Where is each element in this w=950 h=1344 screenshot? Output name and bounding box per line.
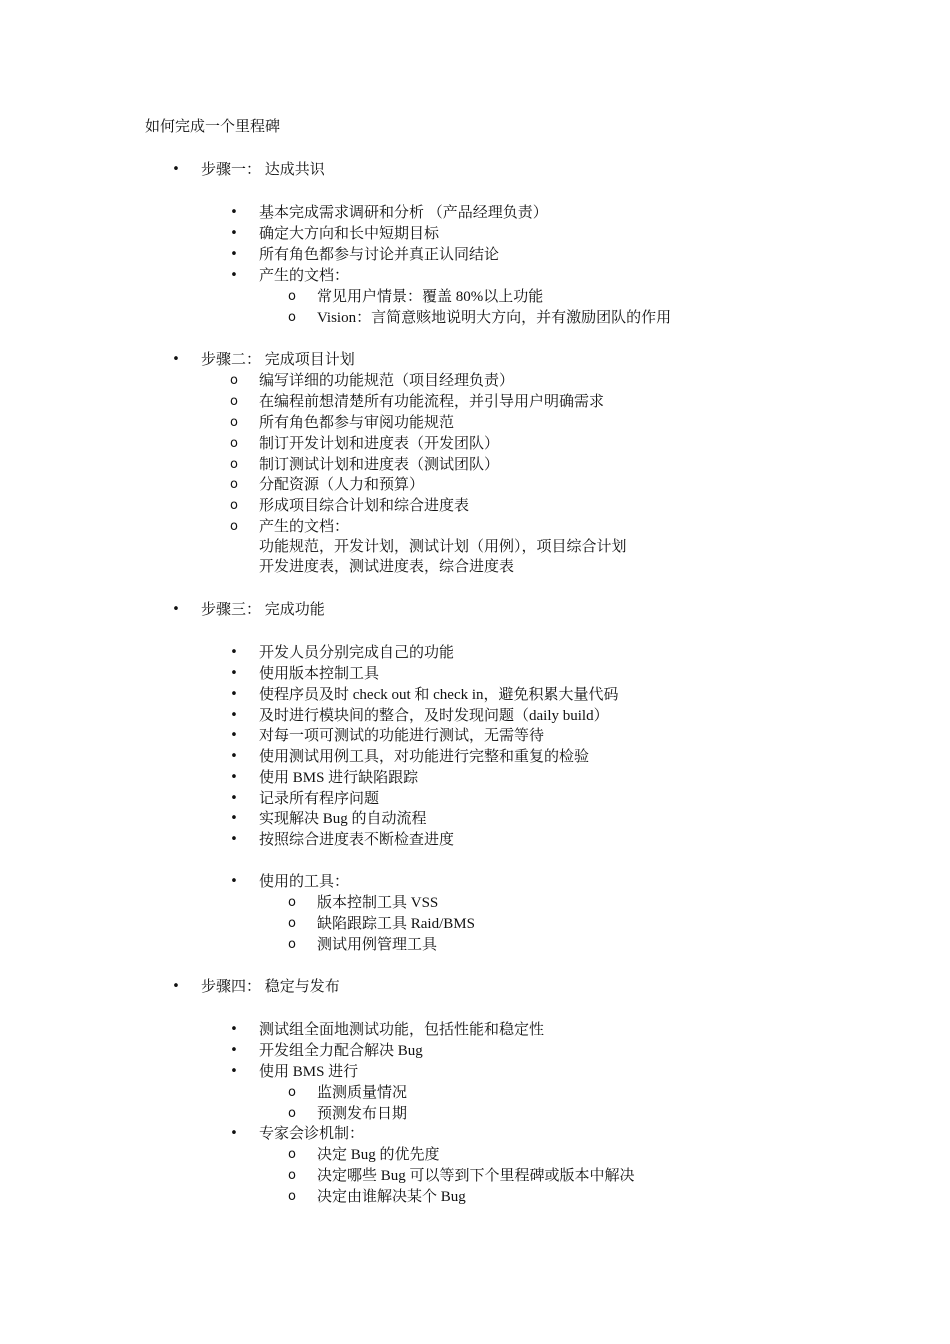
bullet-marker: • bbox=[172, 602, 180, 617]
circle-marker: o bbox=[230, 519, 238, 534]
doc-line: 功能规范，开发计划，测试计划（用例），项目综合计划 bbox=[259, 539, 627, 555]
list-item: 实现解决 Bug 的自动流程 bbox=[259, 811, 427, 827]
list-item: 所有角色都参与讨论并真正认同结论 bbox=[259, 247, 500, 263]
bullet-marker: • bbox=[230, 1043, 238, 1058]
list-item: 制订测试计划和进度表（测试团队） bbox=[259, 457, 500, 473]
doc-line: 开发进度表，测试进度表，综合进度表 bbox=[259, 559, 515, 575]
step1-heading: 步骤一： 达成共识 bbox=[201, 162, 325, 178]
list-item: 所有角色都参与审阅功能规范 bbox=[259, 415, 455, 431]
sub-list-item: 预测发布日期 bbox=[317, 1106, 408, 1122]
bullet-marker: • bbox=[230, 1022, 238, 1037]
circle-marker: o bbox=[230, 477, 238, 492]
bullet-marker: • bbox=[230, 728, 238, 743]
list-item: 专家会诊机制： bbox=[259, 1126, 365, 1142]
sub-list-item: 缺陷跟踪工具 Raid/BMS bbox=[317, 916, 475, 932]
list-item: 使用的工具： bbox=[259, 874, 350, 890]
circle-marker: o bbox=[230, 457, 238, 472]
bullet-marker: • bbox=[230, 1126, 238, 1141]
bullet-marker: • bbox=[230, 247, 238, 262]
sub-list-item: 版本控制工具 VSS bbox=[317, 895, 439, 911]
sub-list-item: 监测质量情况 bbox=[317, 1085, 408, 1101]
circle-marker: o bbox=[288, 1085, 296, 1100]
list-item: 产生的文档： bbox=[259, 519, 350, 535]
bullet-marker: • bbox=[230, 708, 238, 723]
list-item: 形成项目综合计划和综合进度表 bbox=[259, 498, 470, 514]
bullet-marker: • bbox=[230, 791, 238, 806]
list-item: 使用版本控制工具 bbox=[259, 666, 380, 682]
list-item: 测试组全面地测试功能，包括性能和稳定性 bbox=[259, 1022, 545, 1038]
circle-marker: o bbox=[288, 310, 296, 325]
sub-list-item: 决定由谁解决某个 Bug bbox=[317, 1189, 466, 1205]
sub-list-item: 决定 Bug 的优先度 bbox=[317, 1147, 440, 1163]
bullet-marker: • bbox=[230, 687, 238, 702]
bullet-marker: • bbox=[230, 666, 238, 681]
bullet-marker: • bbox=[230, 811, 238, 826]
list-item: 使用 BMS 进行 bbox=[259, 1064, 359, 1080]
list-item: 对每一项可测试的功能进行测试，无需等待 bbox=[259, 728, 545, 744]
bullet-marker: • bbox=[230, 749, 238, 764]
circle-marker: o bbox=[288, 1168, 296, 1183]
bullet-marker: • bbox=[230, 770, 238, 785]
bullet-marker: • bbox=[230, 268, 238, 283]
list-item: 制订开发计划和进度表（开发团队） bbox=[259, 436, 500, 452]
list-item: 按照综合进度表不断检查进度 bbox=[259, 832, 455, 848]
sub-list-item: 测试用例管理工具 bbox=[317, 937, 438, 953]
step4-heading: 步骤四： 稳定与发布 bbox=[201, 979, 340, 995]
bullet-marker: • bbox=[230, 1064, 238, 1079]
list-item: 使程序员及时 check out 和 check in，避免积累大量代码 bbox=[259, 687, 619, 703]
circle-marker: o bbox=[230, 498, 238, 513]
bullet-marker: • bbox=[230, 832, 238, 847]
circle-marker: o bbox=[230, 415, 238, 430]
list-item: 确定大方向和长中短期目标 bbox=[259, 226, 440, 242]
list-item: 产生的文档： bbox=[259, 268, 350, 284]
list-item: 在编程前想清楚所有功能流程，并引导用户明确需求 bbox=[259, 394, 605, 410]
circle-marker: o bbox=[288, 289, 296, 304]
bullet-marker: • bbox=[230, 226, 238, 241]
list-item: 基本完成需求调研和分析 （产品经理负责） bbox=[259, 205, 548, 221]
sub-list-item: Vision：言简意赅地说明大方向，并有激励团队的作用 bbox=[317, 310, 672, 326]
sub-list-item: 决定哪些 Bug 可以等到下个里程碑或版本中解决 bbox=[317, 1168, 635, 1184]
circle-marker: o bbox=[288, 937, 296, 952]
bullet-marker: • bbox=[172, 979, 180, 994]
list-item: 使用 BMS 进行缺陷跟踪 bbox=[259, 770, 419, 786]
circle-marker: o bbox=[288, 916, 296, 931]
list-item: 分配资源（人力和预算） bbox=[259, 477, 425, 493]
list-item: 及时进行模块间的整合，及时发现问题（daily build） bbox=[259, 708, 609, 724]
circle-marker: o bbox=[230, 373, 238, 388]
circle-marker: o bbox=[230, 436, 238, 451]
list-item: 开发人员分别完成自己的功能 bbox=[259, 645, 455, 661]
document-title: 如何完成一个里程碑 bbox=[145, 119, 281, 135]
list-item: 使用测试用例工具，对功能进行完整和重复的检验 bbox=[259, 749, 590, 765]
bullet-marker: • bbox=[172, 162, 180, 177]
circle-marker: o bbox=[288, 895, 296, 910]
list-item: 开发组全力配合解决 Bug bbox=[259, 1043, 423, 1059]
step3-heading: 步骤三： 完成功能 bbox=[201, 602, 325, 618]
circle-marker: o bbox=[288, 1147, 296, 1162]
bullet-marker: • bbox=[172, 352, 180, 367]
list-item: 编写详细的功能规范（项目经理负责） bbox=[259, 373, 515, 389]
bullet-marker: • bbox=[230, 874, 238, 889]
list-item: 记录所有程序问题 bbox=[259, 791, 380, 807]
circle-marker: o bbox=[230, 394, 238, 409]
sub-list-item: 常见用户情景：覆盖 80%以上功能 bbox=[317, 289, 544, 305]
step2-heading: 步骤二： 完成项目计划 bbox=[201, 352, 355, 368]
circle-marker: o bbox=[288, 1106, 296, 1121]
bullet-marker: • bbox=[230, 645, 238, 660]
circle-marker: o bbox=[288, 1189, 296, 1204]
bullet-marker: • bbox=[230, 205, 238, 220]
